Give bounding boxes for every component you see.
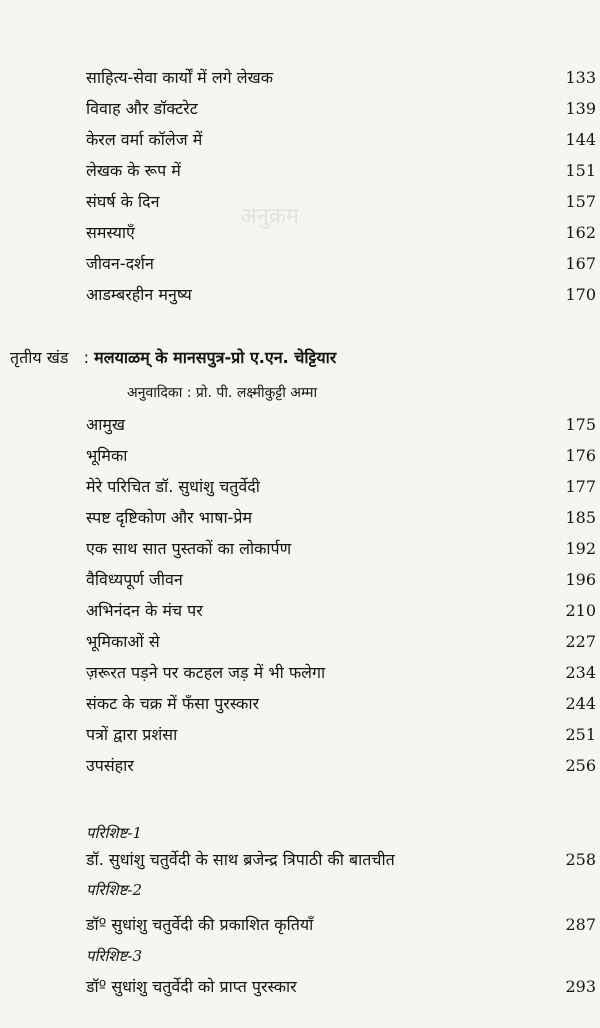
entry-page: 244: [565, 693, 596, 713]
entry-title: संकट के चक्र में फँसा पुरस्कार: [86, 694, 260, 713]
toc-entry[interactable]: [86, 750, 596, 780]
toc-entry[interactable]: [86, 124, 596, 154]
entry-title: जीवन-दर्शन: [86, 254, 154, 273]
entry-title: समस्याएँ: [86, 223, 135, 242]
toc-entry[interactable]: [86, 62, 596, 92]
entry-title: डॉº सुधांशु चतुर्वेदी की प्रकाशित कृतियाँ: [86, 915, 314, 934]
entry-title: डॉº सुधांशु चतुर्वेदी को प्राप्त पुरस्कार: [86, 977, 297, 996]
entry-page: 210: [565, 600, 596, 620]
entry-page: 256: [565, 755, 596, 775]
entry-page: 293: [565, 976, 596, 996]
entry-title: लेखक के रूप में: [86, 161, 181, 180]
entry-page: 162: [565, 222, 596, 242]
entry-title: मेरे परिचित डॉ. सुधांशु चतुर्वेदी: [86, 477, 260, 496]
toc-entry[interactable]: [86, 409, 596, 439]
entry-page: 133: [565, 67, 596, 87]
entry-page: 157: [565, 191, 596, 211]
toc-entry[interactable]: [86, 909, 596, 939]
entry-title: आडम्बरहीन मनुष्य: [86, 285, 192, 304]
section-title: मलयाळम् के मानसपुत्र-प्रो ए.एन. चेट्टियार: [94, 348, 337, 367]
entry-page: 177: [565, 476, 596, 496]
toc-entry[interactable]: [86, 440, 596, 470]
entry-title: ज़रूरत पड़ने पर कटहल जड़ में भी फलेगा: [86, 663, 326, 682]
toc-entry[interactable]: [86, 971, 596, 1001]
entry-page: 192: [565, 538, 596, 558]
entry-page: 167: [565, 253, 596, 273]
appendix-label: परिशिष्ट-2: [86, 881, 142, 899]
section-heading: [10, 346, 336, 368]
entry-title: वैविध्यपूर्ण जीवन: [86, 570, 183, 589]
entry-page: 151: [565, 160, 596, 180]
entry-page: 234: [565, 662, 596, 682]
toc-entry[interactable]: [86, 719, 596, 749]
entry-page: 175: [565, 414, 596, 434]
entry-title: विवाह और डॉक्टरेट: [86, 99, 198, 118]
appendix-label: परिशिष्ट-3: [86, 947, 142, 965]
entry-title: साहित्य-सेवा कार्यों में लगे लेखक: [86, 68, 273, 87]
toc-entry[interactable]: [86, 186, 596, 216]
toc-entry[interactable]: [86, 279, 596, 309]
toc-entry[interactable]: [86, 155, 596, 185]
entry-page: 139: [565, 98, 596, 118]
section-label: तृतीय खंड: [10, 348, 69, 367]
entry-page: 144: [565, 129, 596, 149]
toc-entry[interactable]: [86, 595, 596, 625]
entry-title: भूमिका: [86, 446, 128, 465]
toc-entry[interactable]: [86, 93, 596, 123]
entry-page: 170: [565, 284, 596, 304]
toc-entry[interactable]: [86, 217, 596, 247]
entry-title: संघर्ष के दिन: [86, 192, 160, 211]
entry-title: उपसंहार: [86, 756, 134, 775]
entry-title: पत्रों द्वारा प्रशंसा: [86, 725, 178, 744]
section-separator: :: [83, 348, 90, 367]
appendix-label: परिशिष्ट-1: [86, 824, 142, 842]
entry-page: 251: [565, 724, 596, 744]
toc-entry[interactable]: [86, 471, 596, 501]
entry-page: 227: [565, 631, 596, 651]
toc-entry[interactable]: [86, 248, 596, 278]
entry-title: एक साथ सात पुस्तकों का लोकार्पण: [86, 539, 292, 558]
toc-entry[interactable]: [86, 657, 596, 687]
toc-entry[interactable]: [86, 564, 596, 594]
toc-entry[interactable]: [86, 626, 596, 656]
entry-page: 176: [565, 445, 596, 465]
entry-page: 287: [565, 914, 596, 934]
entry-title: भूमिकाओं से: [86, 632, 160, 651]
entry-title: आमुख: [86, 415, 126, 434]
bleed-through-text: अनुक्रम: [240, 204, 300, 229]
toc-entry[interactable]: [86, 688, 596, 718]
toc-entry[interactable]: [86, 502, 596, 532]
entry-title: अभिनंदन के मंच पर: [86, 601, 203, 620]
toc-entry[interactable]: [86, 844, 596, 874]
entry-title: स्पष्ट दृष्टिकोण और भाषा-प्रेम: [86, 508, 253, 527]
entry-title: केरल वर्मा कॉलेज में: [86, 130, 203, 149]
translator-credit: अनुवादिका : प्रो. पी. लक्ष्मीकुट्टी अम्मा: [127, 385, 318, 401]
entry-title: डॉ. सुधांशु चतुर्वेदी के साथ ब्रजेन्द्र त्रिपाठी की बातचीत: [86, 850, 395, 869]
toc-entry[interactable]: [86, 533, 596, 563]
entry-page: 258: [565, 849, 596, 869]
entry-page: 185: [565, 507, 596, 527]
entry-page: 196: [565, 569, 596, 589]
